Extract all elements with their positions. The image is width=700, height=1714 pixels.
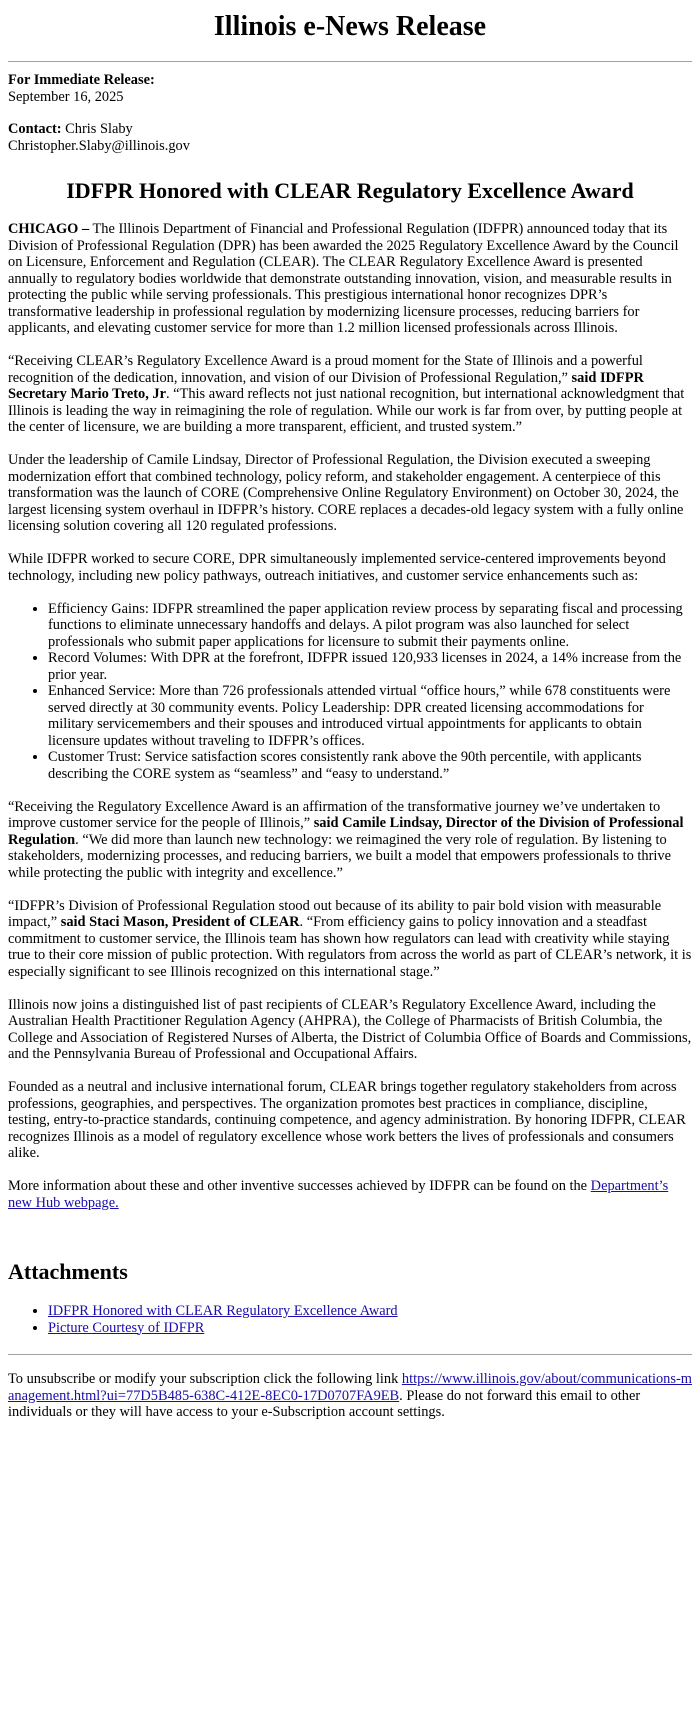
quote-attribution: said Staci Mason, President of CLEAR	[60, 914, 300, 930]
paragraph-director-quote	[8, 799, 692, 882]
quote-text: . “We did more than launch new technology: we reimagined the very role of regulation. By listening to stakeholders, modernizing processes, and reducing barriers, we built a model that empowers professionals to thrive while protecting the public with integrity and excellence.”	[8, 831, 671, 881]
paragraph-intro	[8, 221, 692, 337]
footer	[8, 1371, 692, 1421]
attachment-item	[48, 1303, 692, 1320]
footer-text: To unsubscribe or modify your subscription click the following link	[8, 1371, 402, 1387]
attachment-link-picture[interactable]: Picture Courtesy of IDFPR	[48, 1319, 205, 1336]
paragraph-improvements: While IDFPR worked to secure CORE, DPR simultaneously implemented service-centered improvements beyond technology, including new policy pathways, outreach initiatives, and customer service enhancements such as:	[8, 551, 666, 584]
paragraph-clear-quote	[8, 898, 692, 981]
list-item: • Customer Trust: Service satisfaction scores consistently rank above the 90th percentile, with applicants describing the CORE system as “seamless” and “easy to understand.”	[48, 749, 692, 782]
quote-text: “Receiving CLEAR’s Regulatory Excellence Award is a proud moment for the State of Illinois and a powerful recognition of the dedication, innovation, and vision of our Division of Professional Regulation,”	[8, 353, 643, 386]
release-block	[8, 72, 692, 105]
list-item: • Enhanced Service: More than 726 professionals attended virtual “office hours,” while 678 constituents were served directly at 30 community events. Policy Leadership: DPR created licensing accommodations for military servicemembers and their spouses and introduced virtual appointments for applicants to obtain licensure updates without traveling to IDFPR’s offices.	[48, 683, 692, 749]
page-title: Illinois e-News Release	[213, 11, 487, 42]
contact-email: Christopher.Slaby@illinois.gov	[8, 137, 190, 154]
paragraph-secretary-quote	[8, 353, 692, 436]
header-divider	[8, 61, 692, 62]
contact-name: Chris Slaby	[65, 121, 133, 137]
headline: IDFPR Honored with CLEAR Regulatory Excellence Award	[66, 178, 634, 203]
quote-text: “Receiving the Regulatory Excellence Award is an affirmation of the transformative journey we’ve undertaken to improve customer service for the people of Illinois,”	[8, 798, 661, 831]
paragraph-leadership: Under the leadership of Camile Lindsay, Director of Professional Regulation, the Division executed a sweeping modernization effort that combined technology, policy reform, and stakeholder engagement. A centerpiece of this transformation was the launch of CORE (Comprehensive Online Regulatory Environment) on October 30, 2024, the largest licensing system overhaul in IDFPR’s history. CORE replaces a decades-old legacy system with a fully online licensing solution covering all 120 regulated professions.	[8, 452, 684, 534]
hub-webpage-link[interactable]: Department’s new Hub webpage.	[8, 1178, 669, 1211]
attachments-list	[8, 1303, 692, 1336]
contact-label: Contact:	[8, 121, 62, 137]
list-item: • Record Volumes: With DPR at the forefront, IDFPR issued 120,933 licenses in 2024, a 14% increase from the prior year.	[48, 650, 692, 683]
attachment-item	[48, 1320, 692, 1337]
quote-text: “IDFPR’s Division of Professional Regulation stood out because of its ability to pair bold vision with measurable impact,”	[8, 897, 662, 930]
paragraph-past-recipients: Illinois now joins a distinguished list of past recipients of CLEAR’s Regulatory Excellence Award, including the Australian Health Practitioner Regulation Agency (AHPRA), the College of Pharmacists of British Columbia, the College and Association of Registered Nurses of Alberta, the District of Columbia Office of Boards and Commissions, and the Pennsylvania Bureau of Professional and Occupational Affairs.	[8, 996, 692, 1062]
more-info-text: More information about these and other inventive successes achieved by IDFPR can be found on the	[8, 1178, 591, 1194]
list-item: • Efficiency Gains: IDFPR streamlined the paper application review process by separating fiscal and processing functions to eliminate unnecessary handoffs and delays. A pilot program was also launched for select professionals who submit paper applications for licensure to submit their payments online.	[48, 601, 692, 651]
quote-attribution: said Camile Lindsay, Director of the Division of Professional Regulation	[8, 815, 684, 848]
contact-block	[8, 121, 692, 154]
improvements-list	[8, 601, 692, 783]
release-meta	[8, 72, 692, 154]
quote-attribution: said IDFPR Secretary Mario Treto, Jr	[8, 369, 644, 402]
quote-text: . “This award reflects not just national recognition, but international acknowledgment that Illinois is leading the way in reimagining the role of regulation. While our work is far from over, by putting people at the center of licensure, we are building a more transparent, efficient, and trusted system.”	[8, 386, 685, 435]
intro-text: The Illinois Department of Financial and Professional Regulation (IDFPR) announced today that its Division of Professional Regulation (DPR) has been awarded the 2025 Regulatory Excellence Award by the Council on Licensure, Enforcement and Regulation (CLEAR). The CLEAR Regulatory Excellence Award is presented annually to regulatory bodies worldwide that demonstrate outstanding innovation, vision, and measurable results in protecting the public while serving professionals. This prestigious international honor recognizes DPR’s transformative leadership in professional regulation by modernizing licensure processes, reducing barriers for applicants, and elevating customer service for more than 1.2 million licensed professionals across Illinois.	[8, 221, 679, 336]
attachments-heading: Attachments	[8, 1259, 128, 1284]
attachment-link-award[interactable]: IDFPR Honored with CLEAR Regulatory Excellence Award	[48, 1303, 398, 1319]
footer-divider	[8, 1354, 692, 1355]
release-date: September 16, 2025	[8, 88, 124, 105]
dateline: CHICAGO –	[8, 221, 90, 237]
paragraph-more-info	[8, 1178, 692, 1211]
quote-text: . “From efficiency gains to policy innovation and a steadfast commitment to customer service, the Illinois team has shown how regulators can lead with creativity while staying true to their core mission of public protection. With regulators from across the world as part of CLEAR’s network, it is especially significant to see Illinois recognized on this international stage.”	[8, 914, 692, 980]
release-label: For Immediate Release:	[8, 72, 155, 88]
paragraph-about-clear: Founded as a neutral and inclusive international forum, CLEAR brings together regulatory stakeholders from across professions, geographies, and perspectives. The organization promotes best practices in compliance, discipline, testing, entry-to-practice standards, continuing competence, and agency administration. By honoring IDFPR, CLEAR recognizes Illinois as a model of regulatory excellence whose work betters the lives of professionals and consumers alike.	[8, 1079, 686, 1161]
unsubscribe-link[interactable]: https://www.illinois.gov/about/communications-management.html?ui=77D5B485-638C-412E-8EC0-17D0707FA9EB	[8, 1371, 692, 1404]
footer-text: . Please do not forward this email to other individuals or they will have access to your e-Subscription account settings.	[8, 1387, 641, 1420]
